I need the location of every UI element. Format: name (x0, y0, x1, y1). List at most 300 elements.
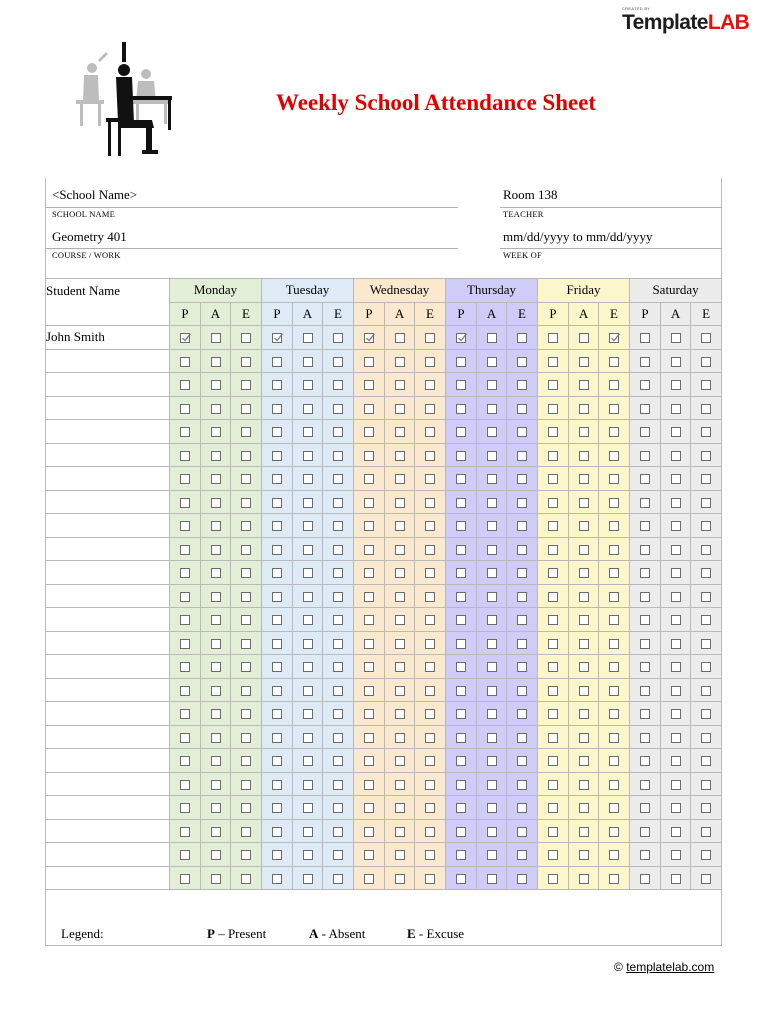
checkbox[interactable] (303, 568, 313, 578)
student-name-cell[interactable] (46, 796, 170, 820)
checkbox[interactable] (548, 451, 558, 461)
checkbox[interactable] (640, 333, 650, 343)
checkbox[interactable] (395, 545, 405, 555)
checkbox[interactable] (456, 662, 466, 672)
checkbox[interactable] (303, 498, 313, 508)
checkbox[interactable] (241, 357, 251, 367)
checkbox[interactable] (579, 733, 589, 743)
checkbox[interactable] (180, 427, 190, 437)
checkbox[interactable] (579, 615, 589, 625)
checkbox[interactable] (671, 380, 681, 390)
checkbox[interactable] (272, 404, 282, 414)
checkbox[interactable] (487, 357, 497, 367)
checkbox[interactable] (487, 380, 497, 390)
checkbox[interactable] (701, 427, 711, 437)
checkbox[interactable] (211, 427, 221, 437)
checkbox[interactable] (456, 756, 466, 766)
checkbox[interactable] (487, 733, 497, 743)
checkbox[interactable] (303, 686, 313, 696)
checkbox[interactable] (241, 380, 251, 390)
checkbox[interactable] (303, 827, 313, 837)
checkbox[interactable] (640, 756, 650, 766)
checkbox[interactable] (517, 521, 527, 531)
checkbox[interactable] (609, 615, 619, 625)
checkbox[interactable] (640, 474, 650, 484)
student-name-cell[interactable] (46, 584, 170, 608)
checkbox[interactable] (180, 380, 190, 390)
student-name-cell[interactable] (46, 420, 170, 444)
checkbox[interactable] (640, 521, 650, 531)
checkbox[interactable] (364, 498, 374, 508)
student-name-cell[interactable] (46, 467, 170, 491)
checkbox[interactable] (640, 404, 650, 414)
checkbox[interactable] (272, 874, 282, 884)
checkbox[interactable] (364, 380, 374, 390)
checkbox[interactable] (701, 521, 711, 531)
checkbox[interactable] (487, 545, 497, 555)
checkbox[interactable] (425, 498, 435, 508)
checkbox[interactable] (609, 780, 619, 790)
checkbox[interactable] (364, 521, 374, 531)
checkbox[interactable] (640, 709, 650, 719)
checkbox[interactable] (211, 709, 221, 719)
checkbox[interactable] (333, 357, 343, 367)
checkbox[interactable] (487, 827, 497, 837)
checkbox[interactable] (548, 709, 558, 719)
checkbox[interactable] (241, 404, 251, 414)
checkbox[interactable] (701, 780, 711, 790)
checkbox[interactable] (548, 498, 558, 508)
checkbox[interactable] (701, 756, 711, 766)
checkbox[interactable] (456, 568, 466, 578)
checkbox[interactable] (701, 333, 711, 343)
checkbox[interactable] (241, 451, 251, 461)
checkbox[interactable] (395, 827, 405, 837)
checkbox[interactable] (241, 521, 251, 531)
checkbox[interactable] (640, 874, 650, 884)
checkbox[interactable] (425, 733, 435, 743)
checkbox[interactable] (211, 380, 221, 390)
checkbox[interactable] (671, 592, 681, 602)
checkbox[interactable] (395, 498, 405, 508)
checkbox[interactable] (609, 568, 619, 578)
checkbox[interactable] (487, 780, 497, 790)
checkbox[interactable] (671, 639, 681, 649)
checkbox[interactable] (456, 686, 466, 696)
checkbox[interactable] (364, 803, 374, 813)
checkbox[interactable] (180, 733, 190, 743)
checkbox[interactable] (671, 827, 681, 837)
checkbox[interactable] (364, 874, 374, 884)
student-name-cell[interactable] (46, 396, 170, 420)
checkbox[interactable] (211, 521, 221, 531)
checkbox[interactable] (241, 850, 251, 860)
checkbox[interactable] (180, 803, 190, 813)
checkbox[interactable] (364, 357, 374, 367)
checkbox-checked[interactable] (456, 333, 466, 343)
checkbox[interactable] (548, 380, 558, 390)
checkbox[interactable] (272, 756, 282, 766)
checkbox[interactable] (701, 615, 711, 625)
checkbox[interactable] (211, 827, 221, 837)
student-name-cell[interactable]: John Smith (46, 326, 170, 350)
checkbox[interactable] (425, 709, 435, 719)
checkbox[interactable] (701, 827, 711, 837)
checkbox[interactable] (548, 662, 558, 672)
checkbox[interactable] (211, 474, 221, 484)
checkbox[interactable] (241, 498, 251, 508)
checkbox[interactable] (487, 850, 497, 860)
checkbox[interactable] (640, 451, 650, 461)
checkbox[interactable] (395, 474, 405, 484)
checkbox[interactable] (364, 827, 374, 837)
checkbox[interactable] (333, 545, 343, 555)
checkbox[interactable] (609, 850, 619, 860)
checkbox[interactable] (517, 451, 527, 461)
checkbox[interactable] (211, 615, 221, 625)
checkbox[interactable] (701, 498, 711, 508)
checkbox[interactable] (333, 686, 343, 696)
checkbox[interactable] (395, 709, 405, 719)
checkbox[interactable] (395, 357, 405, 367)
checkbox[interactable] (241, 827, 251, 837)
checkbox[interactable] (303, 615, 313, 625)
course-field[interactable]: Geometry 401 (52, 229, 127, 244)
checkbox[interactable] (241, 333, 251, 343)
checkbox[interactable] (333, 756, 343, 766)
checkbox[interactable] (180, 592, 190, 602)
checkbox[interactable] (180, 780, 190, 790)
checkbox[interactable] (517, 686, 527, 696)
checkbox[interactable] (180, 474, 190, 484)
checkbox[interactable] (211, 333, 221, 343)
checkbox[interactable] (180, 686, 190, 696)
checkbox[interactable] (701, 733, 711, 743)
checkbox[interactable] (640, 639, 650, 649)
checkbox[interactable] (456, 427, 466, 437)
checkbox[interactable] (425, 850, 435, 860)
checkbox[interactable] (425, 662, 435, 672)
school-name-field[interactable]: <School Name> (52, 187, 138, 202)
checkbox[interactable] (517, 803, 527, 813)
checkbox[interactable] (517, 568, 527, 578)
checkbox[interactable] (333, 404, 343, 414)
checkbox[interactable] (272, 427, 282, 437)
checkbox[interactable] (395, 592, 405, 602)
checkbox[interactable] (671, 615, 681, 625)
checkbox[interactable] (640, 615, 650, 625)
checkbox[interactable] (517, 827, 527, 837)
checkbox[interactable] (303, 404, 313, 414)
checkbox[interactable] (395, 874, 405, 884)
checkbox[interactable] (487, 568, 497, 578)
student-name-cell[interactable] (46, 631, 170, 655)
checkbox[interactable] (640, 803, 650, 813)
checkbox[interactable] (425, 686, 435, 696)
week-field[interactable]: mm/dd/yyyy to mm/dd/yyyy (503, 229, 653, 244)
checkbox[interactable] (395, 803, 405, 813)
checkbox[interactable] (517, 545, 527, 555)
checkbox[interactable] (579, 662, 589, 672)
checkbox[interactable] (517, 404, 527, 414)
checkbox[interactable] (487, 615, 497, 625)
checkbox[interactable] (701, 357, 711, 367)
checkbox[interactable] (671, 850, 681, 860)
checkbox[interactable] (425, 451, 435, 461)
checkbox[interactable] (671, 521, 681, 531)
student-name-cell[interactable] (46, 561, 170, 585)
checkbox[interactable] (241, 615, 251, 625)
checkbox[interactable] (671, 474, 681, 484)
checkbox[interactable] (517, 874, 527, 884)
checkbox[interactable] (456, 380, 466, 390)
checkbox[interactable] (548, 615, 558, 625)
checkbox[interactable] (487, 427, 497, 437)
checkbox[interactable] (548, 357, 558, 367)
checkbox[interactable] (272, 615, 282, 625)
checkbox[interactable] (517, 427, 527, 437)
checkbox[interactable] (364, 592, 374, 602)
checkbox[interactable] (640, 545, 650, 555)
checkbox[interactable] (241, 803, 251, 813)
checkbox[interactable] (211, 498, 221, 508)
checkbox[interactable] (640, 427, 650, 437)
checkbox[interactable] (579, 568, 589, 578)
checkbox[interactable] (548, 850, 558, 860)
checkbox[interactable] (579, 592, 589, 602)
checkbox[interactable] (640, 357, 650, 367)
checkbox[interactable] (487, 709, 497, 719)
checkbox[interactable] (609, 451, 619, 461)
checkbox[interactable] (241, 874, 251, 884)
checkbox[interactable] (333, 474, 343, 484)
checkbox[interactable] (609, 686, 619, 696)
checkbox[interactable] (211, 357, 221, 367)
student-name-cell[interactable] (46, 725, 170, 749)
checkbox[interactable] (701, 404, 711, 414)
footer-link[interactable]: templatelab.com (626, 960, 715, 974)
checkbox[interactable] (364, 568, 374, 578)
checkbox[interactable] (272, 568, 282, 578)
checkbox[interactable] (425, 380, 435, 390)
checkbox[interactable] (333, 521, 343, 531)
checkbox[interactable] (272, 498, 282, 508)
checkbox[interactable] (456, 521, 466, 531)
checkbox[interactable] (609, 874, 619, 884)
checkbox[interactable] (364, 850, 374, 860)
checkbox[interactable] (640, 662, 650, 672)
checkbox[interactable] (701, 380, 711, 390)
checkbox[interactable] (609, 803, 619, 813)
checkbox[interactable] (456, 709, 466, 719)
checkbox[interactable] (640, 733, 650, 743)
checkbox[interactable] (272, 357, 282, 367)
student-name-cell[interactable] (46, 514, 170, 538)
checkbox[interactable] (211, 545, 221, 555)
checkbox[interactable] (548, 639, 558, 649)
checkbox[interactable] (425, 474, 435, 484)
checkbox[interactable] (180, 521, 190, 531)
checkbox-checked[interactable] (364, 333, 374, 343)
checkbox[interactable] (333, 662, 343, 672)
checkbox[interactable] (671, 733, 681, 743)
checkbox[interactable] (548, 568, 558, 578)
checkbox[interactable] (640, 568, 650, 578)
checkbox[interactable] (579, 756, 589, 766)
checkbox[interactable] (456, 639, 466, 649)
student-name-cell[interactable] (46, 678, 170, 702)
student-name-cell[interactable] (46, 819, 170, 843)
checkbox[interactable] (180, 662, 190, 672)
checkbox[interactable] (395, 404, 405, 414)
student-name-cell[interactable] (46, 702, 170, 726)
checkbox[interactable] (303, 639, 313, 649)
checkbox[interactable] (517, 709, 527, 719)
checkbox[interactable] (180, 615, 190, 625)
checkbox[interactable] (548, 756, 558, 766)
checkbox[interactable] (333, 333, 343, 343)
checkbox[interactable] (272, 639, 282, 649)
checkbox[interactable] (303, 545, 313, 555)
checkbox[interactable] (456, 451, 466, 461)
checkbox[interactable] (671, 545, 681, 555)
checkbox[interactable] (211, 686, 221, 696)
checkbox[interactable] (303, 521, 313, 531)
checkbox[interactable] (303, 451, 313, 461)
checkbox[interactable] (579, 521, 589, 531)
checkbox[interactable] (671, 756, 681, 766)
checkbox[interactable] (548, 404, 558, 414)
checkbox[interactable] (456, 827, 466, 837)
checkbox[interactable] (456, 850, 466, 860)
checkbox[interactable] (701, 662, 711, 672)
student-name-cell[interactable] (46, 608, 170, 632)
checkbox[interactable] (548, 545, 558, 555)
checkbox[interactable] (640, 780, 650, 790)
checkbox[interactable] (671, 780, 681, 790)
checkbox[interactable] (671, 404, 681, 414)
checkbox[interactable] (364, 639, 374, 649)
checkbox[interactable] (272, 850, 282, 860)
checkbox[interactable] (487, 521, 497, 531)
checkbox[interactable] (671, 333, 681, 343)
checkbox[interactable] (640, 498, 650, 508)
checkbox[interactable] (333, 427, 343, 437)
checkbox[interactable] (640, 592, 650, 602)
checkbox[interactable] (333, 380, 343, 390)
checkbox[interactable] (303, 803, 313, 813)
checkbox[interactable] (456, 592, 466, 602)
checkbox[interactable] (395, 780, 405, 790)
checkbox[interactable] (425, 357, 435, 367)
checkbox[interactable] (241, 474, 251, 484)
checkbox[interactable] (671, 451, 681, 461)
checkbox[interactable] (548, 474, 558, 484)
checkbox[interactable] (364, 709, 374, 719)
checkbox[interactable] (395, 686, 405, 696)
checkbox[interactable] (701, 568, 711, 578)
checkbox[interactable] (671, 568, 681, 578)
checkbox[interactable] (701, 639, 711, 649)
checkbox-checked[interactable] (272, 333, 282, 343)
checkbox[interactable] (487, 686, 497, 696)
checkbox[interactable] (425, 427, 435, 437)
checkbox[interactable] (609, 474, 619, 484)
checkbox[interactable] (364, 427, 374, 437)
checkbox[interactable] (211, 592, 221, 602)
checkbox[interactable] (241, 733, 251, 743)
checkbox[interactable] (701, 874, 711, 884)
checkbox[interactable] (671, 803, 681, 813)
checkbox[interactable] (487, 756, 497, 766)
checkbox[interactable] (272, 474, 282, 484)
checkbox[interactable] (671, 427, 681, 437)
checkbox[interactable] (579, 827, 589, 837)
checkbox[interactable] (272, 545, 282, 555)
checkbox[interactable] (395, 427, 405, 437)
checkbox[interactable] (579, 686, 589, 696)
checkbox[interactable] (640, 380, 650, 390)
checkbox[interactable] (517, 474, 527, 484)
checkbox[interactable] (211, 568, 221, 578)
checkbox[interactable] (241, 545, 251, 555)
student-name-cell[interactable] (46, 537, 170, 561)
checkbox[interactable] (272, 780, 282, 790)
checkbox[interactable] (487, 498, 497, 508)
checkbox[interactable] (303, 850, 313, 860)
checkbox[interactable] (364, 733, 374, 743)
checkbox[interactable] (579, 803, 589, 813)
student-name-cell[interactable] (46, 866, 170, 890)
checkbox[interactable] (579, 850, 589, 860)
checkbox[interactable] (701, 474, 711, 484)
checkbox-checked[interactable] (609, 333, 619, 343)
checkbox[interactable] (701, 686, 711, 696)
checkbox[interactable] (272, 380, 282, 390)
checkbox[interactable] (180, 498, 190, 508)
checkbox[interactable] (548, 733, 558, 743)
checkbox[interactable] (548, 827, 558, 837)
checkbox[interactable] (579, 639, 589, 649)
checkbox[interactable] (487, 639, 497, 649)
checkbox[interactable] (303, 474, 313, 484)
checkbox[interactable] (579, 380, 589, 390)
checkbox[interactable] (701, 803, 711, 813)
student-name-cell[interactable] (46, 443, 170, 467)
checkbox[interactable] (272, 592, 282, 602)
checkbox[interactable] (425, 568, 435, 578)
checkbox[interactable] (425, 803, 435, 813)
checkbox[interactable] (241, 568, 251, 578)
checkbox[interactable] (180, 404, 190, 414)
checkbox[interactable] (364, 545, 374, 555)
checkbox[interactable] (671, 357, 681, 367)
checkbox[interactable] (609, 592, 619, 602)
checkbox[interactable] (425, 874, 435, 884)
checkbox[interactable] (609, 733, 619, 743)
checkbox[interactable] (456, 615, 466, 625)
checkbox[interactable] (701, 545, 711, 555)
checkbox[interactable] (211, 803, 221, 813)
checkbox[interactable] (671, 709, 681, 719)
checkbox[interactable] (579, 333, 589, 343)
checkbox[interactable] (272, 521, 282, 531)
checkbox[interactable] (640, 686, 650, 696)
checkbox[interactable] (548, 592, 558, 602)
checkbox[interactable] (456, 498, 466, 508)
checkbox[interactable] (241, 427, 251, 437)
checkbox[interactable] (333, 451, 343, 461)
